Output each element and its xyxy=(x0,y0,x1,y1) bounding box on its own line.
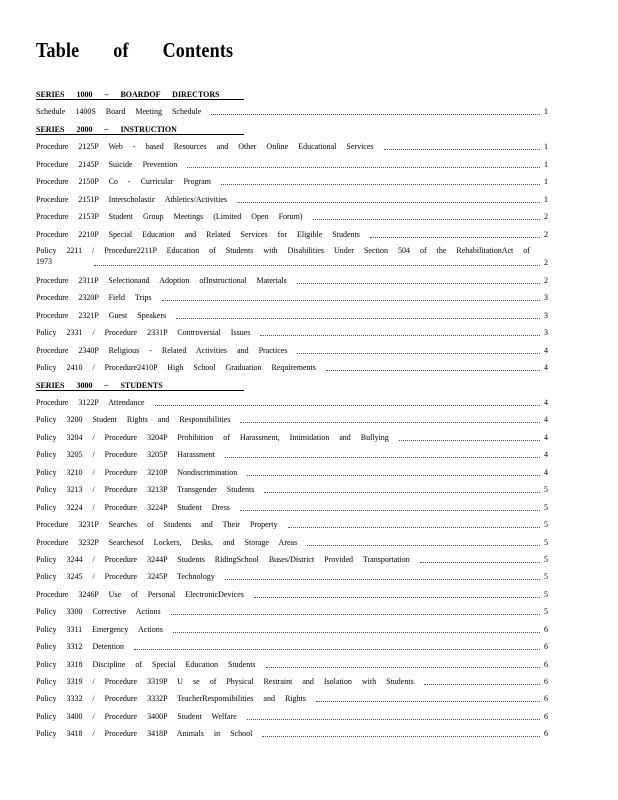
dot-leader xyxy=(424,683,540,685)
toc-entry[interactable] xyxy=(36,534,548,551)
page-number: 5 xyxy=(544,554,548,564)
toc-entry-text: Procedure 3232P Searchesof Lockers, Desks, and Storage Areas xyxy=(36,537,298,547)
series-heading-text: SERIES 3000 – STUDENTS xyxy=(36,380,163,390)
page-number: 6 xyxy=(544,659,548,669)
toc-entry-text: Policy 3200 Student Rights and Responsibilities xyxy=(36,415,231,425)
toc-entry[interactable] xyxy=(36,708,548,725)
page-number: 6 xyxy=(544,642,548,652)
toc-entry[interactable] xyxy=(36,499,548,516)
series-underline xyxy=(36,390,244,391)
dot-leader xyxy=(173,631,540,633)
toc-entry-text: Schedule 1400S Board Meeting Schedule xyxy=(36,107,202,117)
toc-entry-text: Policy 3332 / Procedure 3332P TeacherResponsibilities and Rights xyxy=(36,694,306,704)
page-number: 5 xyxy=(544,485,548,495)
toc-entry[interactable] xyxy=(36,138,548,155)
toc-entry-text: Procedure 2153P Student Group Meetings (Limited Open Forum) xyxy=(36,212,303,222)
toc-entry[interactable] xyxy=(36,656,548,673)
page-number: 4 xyxy=(544,467,548,477)
toc-entry-text: Policy 3210 / Procedure 3210P Nondiscrimination xyxy=(36,467,238,477)
series-heading xyxy=(36,377,548,394)
page-number: 3 xyxy=(544,310,548,320)
toc-entry-text: Policy 2331 / Procedure 2331P Controversial Issues xyxy=(36,328,251,338)
dot-leader xyxy=(420,561,540,563)
dot-leader xyxy=(155,404,540,406)
page-number: 4 xyxy=(544,432,548,442)
page-number: 5 xyxy=(544,589,548,599)
dot-leader xyxy=(264,491,540,493)
dot-leader xyxy=(399,439,540,441)
dot-leader xyxy=(297,282,540,284)
toc-entry[interactable] xyxy=(36,289,548,306)
dot-leader xyxy=(260,334,540,336)
page-number: 6 xyxy=(544,729,548,739)
toc-entry-text: Procedure 2210P Special Education and Related Services for Eligible Students xyxy=(36,229,360,239)
toc-entry[interactable] xyxy=(36,103,548,120)
dot-leader xyxy=(134,648,540,650)
dot-leader xyxy=(240,421,540,423)
toc-entry-text: Procedure 3122P Attendance xyxy=(36,398,145,407)
page-number: 1 xyxy=(544,142,548,152)
page-number: 6 xyxy=(544,677,548,686)
page-number: 5 xyxy=(544,502,548,512)
toc-entry[interactable] xyxy=(36,208,548,225)
dot-leader xyxy=(307,544,540,546)
page-number: 2 xyxy=(544,212,548,222)
toc-entry[interactable] xyxy=(36,568,548,585)
toc-entry[interactable] xyxy=(36,446,548,463)
table-of-contents xyxy=(36,86,548,743)
toc-entry-text: Procedure 2125P Web - based Resources and Other Online Educational Services xyxy=(36,142,374,152)
toc-entry[interactable] xyxy=(36,342,548,359)
toc-entry-text: Procedure 3231P Searches of Students and Their Property xyxy=(36,520,278,530)
dot-leader xyxy=(316,700,540,702)
toc-entry[interactable] xyxy=(36,621,548,638)
series-heading-text: SERIES 1000 – BOARDOF DIRECTORS xyxy=(36,90,220,99)
dot-leader xyxy=(176,317,540,319)
dot-leader xyxy=(384,148,540,150)
dot-leader xyxy=(211,113,540,115)
toc-entry[interactable] xyxy=(36,725,548,742)
toc-entry[interactable] xyxy=(36,603,548,620)
dot-leader xyxy=(187,166,540,168)
page-number: 6 xyxy=(544,711,548,721)
toc-entry-text: Policy 3244 / Procedure 3244P Students RidingSchool Buses/District Provided Transportation xyxy=(36,554,410,564)
toc-entry-text: Procedure 3246P Use of Personal ElectronicDevices xyxy=(36,589,244,599)
toc-entry-text: Policy 3300 Corrective Actions xyxy=(36,607,161,617)
toc-entry-text: Procedure 2320P Field Trips xyxy=(36,293,152,303)
dot-leader xyxy=(237,201,540,203)
dot-leader xyxy=(313,218,540,220)
toc-entry-text: Procedure 2340P Religious - Related Activities and Practices xyxy=(36,345,288,355)
toc-entry-text: Policy 3224 / Procedure 3224P Student Dress xyxy=(36,502,230,512)
toc-entry-text: Policy 2211 / Procedure2211P Education of Students with Disabilities Under Section 504 of the RehabilitationAct of 1973 xyxy=(36,245,530,266)
toc-entry[interactable] xyxy=(36,429,548,446)
dot-leader xyxy=(171,613,540,615)
toc-entry-text: Policy 3213 / Procedure 3213P Transgender Students xyxy=(36,485,255,495)
toc-entry-text: Policy 2410 / Procedure2410P High School Graduation Requirements xyxy=(36,363,316,373)
page-number: 2 xyxy=(544,229,548,239)
toc-entry[interactable] xyxy=(36,690,548,707)
toc-entry[interactable] xyxy=(36,481,548,498)
toc-entry[interactable] xyxy=(36,586,548,603)
dot-leader xyxy=(94,264,540,266)
toc-entry[interactable] xyxy=(36,307,548,324)
toc-entry-text: Policy 3311 Emergency Actions xyxy=(36,624,163,634)
toc-entry-text: Policy 3205 / Procedure 3205P Harassment xyxy=(36,450,216,460)
page-number: 3 xyxy=(544,293,548,303)
toc-entry[interactable] xyxy=(36,359,548,376)
page-number: 3 xyxy=(544,328,548,338)
page-number: 5 xyxy=(544,572,548,582)
page-number: 2 xyxy=(544,257,548,267)
dot-leader xyxy=(254,596,540,598)
toc-entry-text: Procedure 2151P Interscholastic Athletics/Activities xyxy=(36,194,227,204)
toc-entry[interactable] xyxy=(36,324,548,341)
series-underline xyxy=(36,134,244,135)
series-heading xyxy=(36,121,548,138)
dot-leader xyxy=(225,578,540,580)
dot-leader xyxy=(370,236,540,238)
page-title: Table of Contents xyxy=(36,38,234,62)
page-number: 5 xyxy=(544,520,548,530)
toc-entry[interactable] xyxy=(36,464,548,481)
series-heading-text: SERIES 2000 – INSTRUCTION xyxy=(36,124,177,134)
dot-leader xyxy=(266,666,540,668)
toc-entry[interactable] xyxy=(36,156,548,173)
toc-entry[interactable] xyxy=(36,638,548,655)
dot-leader xyxy=(225,456,540,458)
dot-leader xyxy=(247,718,540,720)
dot-leader xyxy=(162,299,540,301)
dot-leader xyxy=(240,509,540,511)
toc-entry[interactable] xyxy=(36,516,548,533)
page-number: 2 xyxy=(544,275,548,285)
toc-entry-text: Procedure 2321P Guest Speakers xyxy=(36,310,167,320)
toc-entry-text: Policy 3204 / Procedure 3204P Prohibition of Harassment, Intimidation and Bullying xyxy=(36,432,389,442)
series-heading xyxy=(36,86,548,103)
toc-entry-text: Policy 3245 / Procedure 3245P Technology xyxy=(36,572,215,582)
page-number: 4 xyxy=(544,363,548,373)
toc-entry-text: Policy 3400 / Procedure 3400P Student Welfare xyxy=(36,711,237,721)
toc-entry[interactable] xyxy=(36,173,548,190)
series-underline xyxy=(36,99,244,100)
dot-leader xyxy=(297,352,540,354)
page-number: 1 xyxy=(544,194,548,204)
page-number: 1 xyxy=(544,107,548,117)
page-number: 5 xyxy=(544,537,548,547)
toc-entry[interactable] xyxy=(36,551,548,568)
toc-entry-text: Policy 3312 Detention xyxy=(36,642,124,652)
page-number: 4 xyxy=(544,415,548,425)
page-number: 6 xyxy=(544,624,548,634)
page-number: 6 xyxy=(544,694,548,704)
toc-entry-text: Procedure 2311P Selectionand Adoption ofInstructional Materials xyxy=(36,275,287,285)
dot-leader xyxy=(247,474,540,476)
toc-entry[interactable] xyxy=(36,191,548,208)
toc-entry[interactable] xyxy=(36,243,548,272)
dot-leader xyxy=(221,183,540,185)
dot-leader xyxy=(326,369,540,371)
page-number: 1 xyxy=(544,177,548,187)
page-number: 4 xyxy=(544,450,548,460)
toc-entry-text: Policy 3319 / Procedure 3319P U se of Physical Restraint and Isolation with Students xyxy=(36,677,414,686)
toc-entry-text: Procedure 2150P Co - Curricular Program xyxy=(36,177,212,187)
page-number: 4 xyxy=(544,398,548,407)
toc-entry[interactable] xyxy=(36,411,548,428)
toc-entry-text: Policy 3318 Discipline of Special Education Students xyxy=(36,659,256,669)
toc-entry[interactable] xyxy=(36,394,548,411)
dot-leader xyxy=(288,526,540,528)
toc-entry-text: Procedure 2145P Suicide Prevention xyxy=(36,159,178,169)
page-number: 4 xyxy=(544,345,548,355)
toc-entry[interactable] xyxy=(36,226,548,243)
toc-entry[interactable] xyxy=(36,673,548,690)
page-number: 5 xyxy=(544,607,548,617)
page-number: 1 xyxy=(544,159,548,169)
dot-leader xyxy=(262,735,540,737)
toc-entry[interactable] xyxy=(36,272,548,289)
toc-entry-text: Policy 3418 / Procedure 3418P Animals in School xyxy=(36,729,253,739)
